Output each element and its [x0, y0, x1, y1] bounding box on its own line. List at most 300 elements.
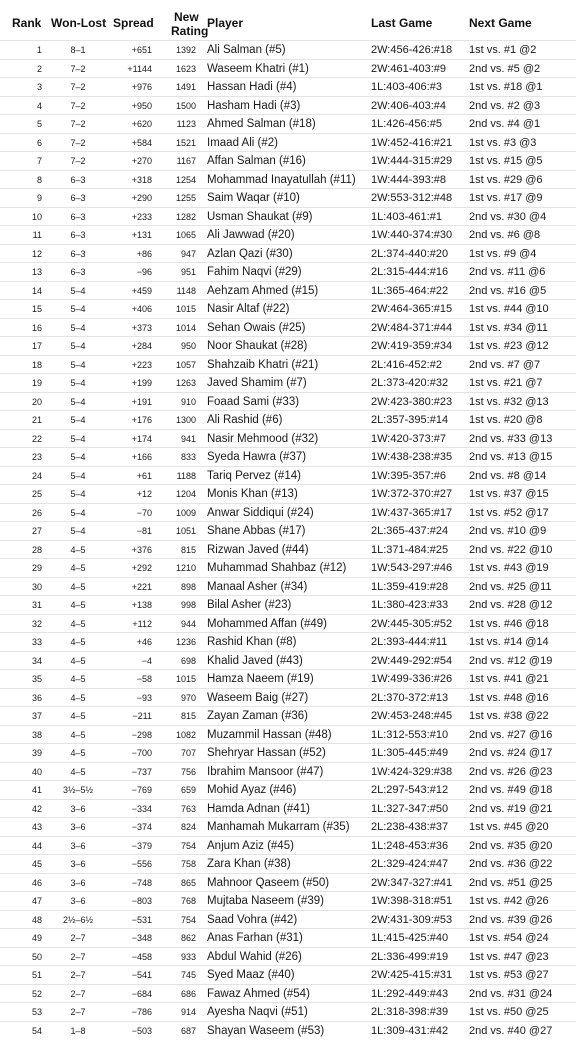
rating-cell: 950: [180, 341, 196, 351]
won-lost-cell: 4–5: [70, 655, 86, 666]
won-lost-cell: 8–1: [70, 45, 86, 55]
player-cell: Zayan Zaman (#36): [207, 710, 308, 722]
player-cell: Monis Khan (#13): [207, 488, 298, 500]
rank-cell: 28: [31, 544, 42, 555]
spread-cell: +112: [132, 618, 152, 629]
rank-cell: 12: [31, 248, 42, 259]
header-new-rating-line1: New: [174, 10, 199, 24]
player-cell: Ali Salman (#5): [207, 44, 286, 56]
spread-cell: +406: [131, 304, 152, 314]
table-row: [0, 244, 576, 263]
last-game-cell: 2W:456-426:#18: [371, 44, 453, 56]
spread-cell: +199: [131, 378, 152, 388]
rating-cell: 1491: [175, 82, 196, 92]
player-cell: Bilal Asher (#23): [207, 599, 292, 611]
rating-cell: 1210: [175, 563, 196, 573]
next-game-cell: 2nd vs. #36 @22: [469, 858, 553, 870]
next-game-cell: 1st vs. #14 @14: [469, 636, 549, 648]
next-game-cell: 2nd vs. #11 @6: [469, 266, 546, 278]
spread-cell: −96: [136, 267, 152, 277]
player-cell: Anas Farhan (#31): [207, 932, 303, 944]
last-game-cell: 2L:374-440:#20: [371, 247, 449, 260]
next-game-cell: 1st vs. #23 @12: [469, 340, 549, 352]
rank-cell: 30: [31, 581, 42, 592]
last-game-cell: 2W:406-403:#4: [371, 99, 447, 112]
rank-cell: 48: [31, 914, 42, 925]
last-game-cell: 2L:297-543:#12: [371, 784, 449, 796]
player-cell: Shayan Waseem (#53): [207, 1024, 325, 1037]
table-row: [0, 706, 576, 725]
next-game-cell: 2nd vs. #2 @3: [469, 99, 541, 112]
next-game-cell: 1st vs. #41 @21: [469, 673, 549, 685]
last-game-cell: 2W:461-403:#9: [371, 62, 447, 75]
rating-cell: 1057: [175, 359, 196, 370]
next-game-cell: 1st vs. #42 @26: [469, 895, 549, 907]
won-lost-cell: 4–5: [70, 766, 86, 777]
rank-cell: 21: [31, 415, 42, 425]
rating-cell: 1300: [175, 415, 196, 425]
last-game-cell: 2W:425-415:#31: [371, 969, 453, 981]
rank-cell: 17: [31, 341, 42, 351]
player-cell: Fahim Naqvi (#29): [207, 266, 302, 278]
player-cell: Mahnoor Qaseem (#50): [207, 876, 330, 889]
table-row: [0, 540, 576, 559]
next-game-cell: 2nd vs. #40 @27: [469, 1024, 553, 1037]
table-row: [0, 392, 576, 411]
table-row: [0, 558, 576, 577]
spread-cell: +176: [131, 415, 152, 425]
rating-cell: 1188: [176, 470, 196, 481]
spread-cell: −379: [131, 840, 152, 851]
table-row: [0, 429, 576, 448]
table-row: [0, 170, 576, 189]
next-game-cell: 2nd vs. #7 @7: [469, 358, 541, 371]
rank-cell: 6: [36, 137, 42, 148]
spread-cell: +270: [131, 156, 152, 166]
next-game-cell: 1st vs. #50 @25: [469, 1006, 549, 1018]
won-lost-cell: 7–2: [70, 119, 86, 129]
rank-cell: 4: [36, 100, 42, 111]
won-lost-cell: 6–3: [70, 211, 86, 222]
rank-cell: 33: [31, 637, 42, 647]
rank-cell: 18: [31, 359, 42, 370]
last-game-cell: 1L:403-461:#1: [371, 210, 442, 223]
rank-cell: 31: [31, 600, 42, 610]
spread-cell: +284: [131, 341, 152, 351]
spread-cell: −556: [131, 859, 152, 869]
rating-cell: 707: [180, 748, 196, 758]
next-game-cell: 1st vs. #46 @18: [469, 617, 549, 630]
table-row: [0, 854, 576, 873]
spread-cell: +376: [131, 544, 152, 555]
next-game-cell: 2nd vs. #24 @17: [469, 747, 553, 759]
table-header: [0, 0, 576, 40]
won-lost-cell: 4–5: [70, 674, 86, 684]
player-cell: Azlan Qazi (#30): [207, 247, 293, 260]
last-game-cell: 2W:445-305:#52: [371, 617, 453, 630]
won-lost-cell: 6–3: [70, 193, 86, 203]
table-row: [0, 910, 576, 929]
header-rank: Rank: [12, 16, 42, 30]
player-cell: Zara Khan (#38): [207, 858, 291, 870]
last-game-cell: 2W:423-380:#23: [371, 395, 453, 408]
spread-cell: −748: [131, 877, 152, 888]
last-game-cell: 2W:484-371:#44: [371, 321, 453, 334]
next-game-cell: 1st vs. #20 @8: [469, 414, 543, 426]
rating-cell: 763: [180, 803, 196, 814]
rank-cell: 47: [31, 896, 42, 906]
player-cell: Ali Jawwad (#20): [207, 229, 295, 241]
spread-cell: −70: [136, 507, 152, 518]
header-player: Player: [207, 16, 244, 30]
rank-cell: 29: [31, 563, 42, 573]
spread-cell: −334: [131, 803, 152, 814]
rating-cell: 1236: [175, 637, 196, 647]
rating-cell: 1167: [176, 156, 196, 166]
won-lost-cell: 4–5: [70, 748, 86, 758]
rating-cell: 1392: [175, 45, 196, 55]
spread-cell: +584: [131, 137, 152, 148]
rank-cell: 3: [36, 82, 42, 92]
won-lost-cell: 2–7: [70, 988, 86, 999]
player-cell: Khalid Javed (#43): [207, 654, 303, 667]
player-cell: Shane Abbas (#17): [207, 525, 306, 537]
spread-cell: +131: [131, 230, 152, 240]
last-game-cell: 2L:336-499:#19: [371, 950, 449, 963]
table-row: [0, 151, 576, 170]
rank-cell: 22: [31, 433, 42, 444]
table-row: [0, 577, 576, 596]
won-lost-cell: 5–4: [70, 359, 86, 370]
rating-cell: 862: [180, 933, 196, 943]
next-game-cell: 1st vs. #9 @4: [469, 247, 537, 260]
rating-cell: 944: [180, 618, 196, 629]
rank-cell: 42: [31, 803, 42, 814]
last-game-cell: 1L:365-464:#22: [371, 284, 449, 297]
last-game-cell: 1W:543-297:#46: [371, 562, 453, 574]
last-game-cell: 2L:318-398:#39: [371, 1006, 449, 1018]
spread-cell: +223: [131, 359, 152, 370]
won-lost-cell: 7–2: [70, 63, 86, 74]
rating-cell: 951: [180, 267, 196, 277]
spread-cell: +86: [136, 248, 152, 259]
table-row: [0, 281, 576, 300]
next-game-cell: 1st vs. #29 @6: [469, 173, 543, 186]
table-row: [0, 207, 576, 226]
won-lost-cell: 3–6: [70, 803, 86, 814]
won-lost-cell: 4–5: [70, 711, 86, 721]
player-cell: Fawaz Ahmed (#54): [207, 987, 310, 1000]
spread-cell: −684: [131, 988, 152, 999]
spread-cell: +138: [131, 600, 152, 610]
player-cell: Ibrahim Mansoor (#47): [207, 765, 324, 778]
table-row: [0, 595, 576, 614]
last-game-cell: 1W:372-370:#27: [371, 488, 453, 500]
spread-cell: −348: [131, 933, 152, 943]
table-row: [0, 1002, 576, 1021]
won-lost-cell: 4–5: [70, 581, 86, 592]
rating-cell: 898: [180, 581, 196, 592]
won-lost-cell: 7–2: [70, 82, 86, 92]
won-lost-cell: 4–5: [70, 563, 86, 573]
last-game-cell: 2W:464-365:#15: [371, 303, 453, 315]
rank-cell: 20: [31, 396, 42, 407]
last-game-cell: 1L:312-553:#10: [371, 728, 449, 741]
spread-cell: −4: [141, 655, 152, 666]
table-row: [0, 96, 576, 115]
player-cell: Ahmed Salman (#18): [207, 118, 316, 130]
won-lost-cell: 6–3: [70, 267, 86, 277]
won-lost-cell: 5–4: [70, 304, 86, 314]
player-cell: Aehzam Ahmed (#15): [207, 284, 319, 297]
last-game-cell: 2L:393-444:#11: [371, 636, 448, 648]
table-row: [0, 965, 576, 984]
last-game-cell: 1W:437-365:#17: [371, 506, 453, 519]
player-cell: Saad Vohra (#42): [207, 913, 298, 926]
next-game-cell: 2nd vs. #33 @13: [469, 432, 553, 445]
rating-cell: 998: [180, 600, 196, 610]
rating-cell: 768: [180, 896, 196, 906]
table-row: [0, 503, 576, 522]
rank-cell: 37: [31, 711, 42, 721]
next-game-cell: 2nd vs. #35 @20: [469, 839, 553, 852]
won-lost-cell: 4–5: [70, 618, 86, 629]
rank-cell: 43: [31, 822, 42, 832]
spread-cell: +1144: [127, 63, 152, 74]
player-cell: Abdul Wahid (#26): [207, 950, 302, 963]
table-row: [0, 743, 576, 762]
rank-cell: 24: [31, 470, 42, 481]
won-lost-cell: 7–2: [70, 100, 86, 111]
rating-cell: 1263: [175, 378, 196, 388]
rating-cell: 1123: [176, 119, 196, 129]
player-cell: Rizwan Javed (#44): [207, 543, 309, 556]
won-lost-cell: 7–2: [70, 137, 86, 148]
player-cell: Mohid Ayaz (#46): [207, 784, 297, 796]
rank-cell: 5: [36, 119, 42, 129]
last-game-cell: 1L:403-406:#3: [371, 81, 442, 93]
last-game-cell: 1W:499-336:#26: [371, 673, 453, 685]
spread-cell: −374: [131, 822, 152, 832]
player-cell: Mohammed Affan (#49): [207, 617, 327, 630]
table-row: [0, 614, 576, 633]
player-cell: Ali Rashid (#6): [207, 414, 283, 426]
spread-cell: +292: [131, 563, 152, 573]
next-game-cell: 1st vs. #53 @27: [469, 969, 549, 981]
last-game-cell: 1L:248-453:#36: [371, 839, 449, 852]
player-cell: Imaad Ali (#2): [207, 136, 278, 149]
player-cell: Waseem Baig (#27): [207, 691, 309, 704]
last-game-cell: 2W:449-292:#54: [371, 654, 453, 667]
next-game-cell: 1st vs. #43 @19: [469, 562, 549, 574]
won-lost-cell: 5–4: [70, 285, 86, 296]
last-game-cell: 1L:426-456:#5: [371, 118, 442, 130]
won-lost-cell: 5–4: [70, 489, 86, 499]
table-row: [0, 114, 576, 133]
rating-cell: 687: [180, 1025, 196, 1036]
spread-cell: −769: [131, 785, 152, 795]
next-game-cell: 2nd vs. #22 @10: [469, 543, 553, 556]
last-game-cell: 1L:292-449:#43: [371, 987, 449, 1000]
header-last-game: Last Game: [371, 16, 433, 30]
last-game-cell: 1W:438-238:#35: [371, 451, 453, 463]
won-lost-cell: 5–4: [70, 378, 86, 388]
spread-cell: −700: [131, 748, 152, 758]
rating-cell: 1015: [175, 304, 196, 314]
spread-cell: +373: [131, 322, 152, 333]
player-cell: Manhamah Mukarram (#35): [207, 821, 350, 833]
rating-cell: 758: [180, 859, 196, 869]
rating-cell: 914: [180, 1007, 196, 1017]
rating-cell: 756: [180, 766, 196, 777]
rating-cell: 659: [180, 785, 196, 795]
won-lost-cell: 3–6: [70, 896, 86, 906]
spread-cell: +46: [136, 637, 152, 647]
player-cell: Anwar Siddiqui (#24): [207, 506, 314, 519]
player-cell: Syed Maaz (#40): [207, 969, 295, 981]
won-lost-cell: 5–4: [70, 341, 86, 351]
rank-cell: 7: [36, 156, 42, 166]
won-lost-cell: 5–4: [70, 415, 86, 425]
player-cell: Tariq Pervez (#14): [207, 469, 301, 482]
last-game-cell: 2L:416-452:#2: [371, 358, 442, 371]
won-lost-cell: 6–3: [70, 248, 86, 259]
table-row: [0, 133, 576, 152]
won-lost-cell: 5–4: [70, 433, 86, 444]
next-game-cell: 1st vs. #3 @3: [469, 136, 537, 149]
header-next-game: Next Game: [469, 16, 532, 30]
next-game-cell: 2nd vs. #31 @24: [469, 987, 553, 1000]
spread-cell: +61: [136, 470, 152, 481]
table-row: [0, 725, 576, 744]
next-game-cell: 2nd vs. #12 @19: [469, 654, 553, 667]
rank-cell: 32: [31, 618, 42, 629]
won-lost-cell: 3½–5½: [62, 785, 94, 795]
table-row: [0, 688, 576, 707]
rank-cell: 9: [36, 193, 42, 203]
table-row: [0, 77, 576, 96]
rank-cell: 53: [31, 1007, 42, 1017]
rating-cell: 947: [180, 248, 196, 259]
won-lost-cell: 5–4: [70, 526, 86, 536]
rating-cell: 1015: [175, 674, 196, 684]
player-cell: Usman Shaukat (#9): [207, 210, 313, 223]
rank-cell: 15: [31, 304, 42, 314]
table-row: [0, 836, 576, 855]
rating-cell: 1009: [175, 507, 196, 518]
spread-cell: +651: [131, 45, 152, 55]
next-game-cell: 2nd vs. #4 @1: [469, 118, 541, 130]
last-game-cell: 1L:380-423:#33: [371, 599, 449, 611]
spread-cell: +290: [131, 193, 152, 203]
next-game-cell: 1st vs. #54 @24: [469, 932, 549, 944]
won-lost-cell: 2½–6½: [62, 914, 94, 925]
next-game-cell: 2nd vs. #30 @4: [469, 210, 547, 223]
rating-cell: 910: [180, 396, 196, 407]
rating-cell: 745: [180, 970, 196, 980]
next-game-cell: 1st vs. #48 @16: [469, 691, 549, 704]
next-game-cell: 2nd vs. #49 @18: [469, 784, 553, 796]
rank-cell: 40: [31, 766, 42, 777]
next-game-cell: 2nd vs. #26 @23: [469, 765, 553, 778]
rating-cell: 941: [180, 433, 196, 444]
table-row: [0, 651, 576, 670]
rank-cell: 27: [31, 526, 42, 536]
last-game-cell: 2L:373-420:#32: [371, 377, 449, 389]
spread-cell: +620: [131, 119, 152, 129]
next-game-cell: 1st vs. #45 @20: [469, 821, 549, 833]
rank-cell: 50: [31, 951, 42, 962]
next-game-cell: 1st vs. #37 @15: [469, 488, 549, 500]
won-lost-cell: 6–3: [70, 174, 86, 185]
next-game-cell: 1st vs. #17 @9: [469, 192, 543, 204]
last-game-cell: 1W:395-357:#6: [371, 469, 447, 482]
table-row: [0, 984, 576, 1003]
rank-cell: 11: [32, 230, 42, 240]
table-row: [0, 632, 576, 651]
spread-cell: +174: [131, 433, 152, 444]
last-game-cell: 2L:365-437:#24: [371, 525, 449, 537]
rating-cell: 970: [180, 692, 196, 703]
next-game-cell: 1st vs. #15 @5: [469, 155, 543, 167]
won-lost-cell: 4–5: [70, 729, 86, 740]
last-game-cell: 1W:444-393:#8: [371, 173, 447, 186]
table-row: [0, 484, 576, 503]
player-cell: Sehan Owais (#25): [207, 321, 306, 334]
rank-cell: 26: [31, 507, 42, 518]
player-cell: Waseem Khatri (#1): [207, 62, 309, 75]
won-lost-cell: 3–6: [70, 840, 86, 851]
table-row: [0, 336, 576, 355]
header-spread: Spread: [113, 16, 154, 30]
won-lost-cell: 4–5: [70, 692, 86, 703]
next-game-cell: 2nd vs. #10 @9: [469, 525, 547, 537]
next-game-cell: 2nd vs. #6 @8: [469, 229, 541, 241]
spread-cell: −541: [131, 970, 152, 980]
next-game-cell: 1st vs. #47 @23: [469, 950, 549, 963]
rating-cell: 686: [180, 988, 196, 999]
last-game-cell: 2W:553-312:#48: [371, 192, 453, 204]
rank-cell: 52: [31, 988, 42, 999]
rating-cell: 1014: [175, 322, 196, 333]
won-lost-cell: 4–5: [70, 544, 86, 555]
spread-cell: −503: [131, 1025, 152, 1036]
rank-cell: 34: [31, 655, 42, 666]
rating-cell: 1500: [175, 100, 196, 111]
spread-cell: +233: [131, 211, 152, 222]
won-lost-cell: 1–8: [70, 1025, 86, 1036]
next-game-cell: 2nd vs. #25 @11: [469, 580, 552, 593]
last-game-cell: 1L:309-431:#42: [371, 1024, 449, 1037]
table-row: [0, 466, 576, 485]
won-lost-cell: 7–2: [70, 156, 86, 166]
last-game-cell: 2W:453-248:#45: [371, 710, 453, 722]
rank-cell: 41: [31, 785, 42, 795]
player-cell: Mujtaba Naseem (#39): [207, 895, 324, 907]
player-cell: Affan Salman (#16): [207, 155, 306, 167]
last-game-cell: 1L:327-347:#50: [371, 802, 449, 815]
next-game-cell: 2nd vs. #13 @15: [469, 451, 553, 463]
won-lost-cell: 2–7: [70, 933, 86, 943]
table-row: [0, 817, 576, 836]
last-game-cell: 2W:347-327:#41: [371, 876, 453, 889]
rating-cell: 1254: [175, 174, 196, 185]
next-game-cell: 1st vs. #21 @7: [469, 377, 543, 389]
next-game-cell: 1st vs. #18 @1: [469, 81, 543, 93]
player-cell: Rashid Khan (#8): [207, 636, 297, 648]
spread-cell: +221: [131, 581, 152, 592]
rank-cell: 39: [31, 748, 42, 758]
